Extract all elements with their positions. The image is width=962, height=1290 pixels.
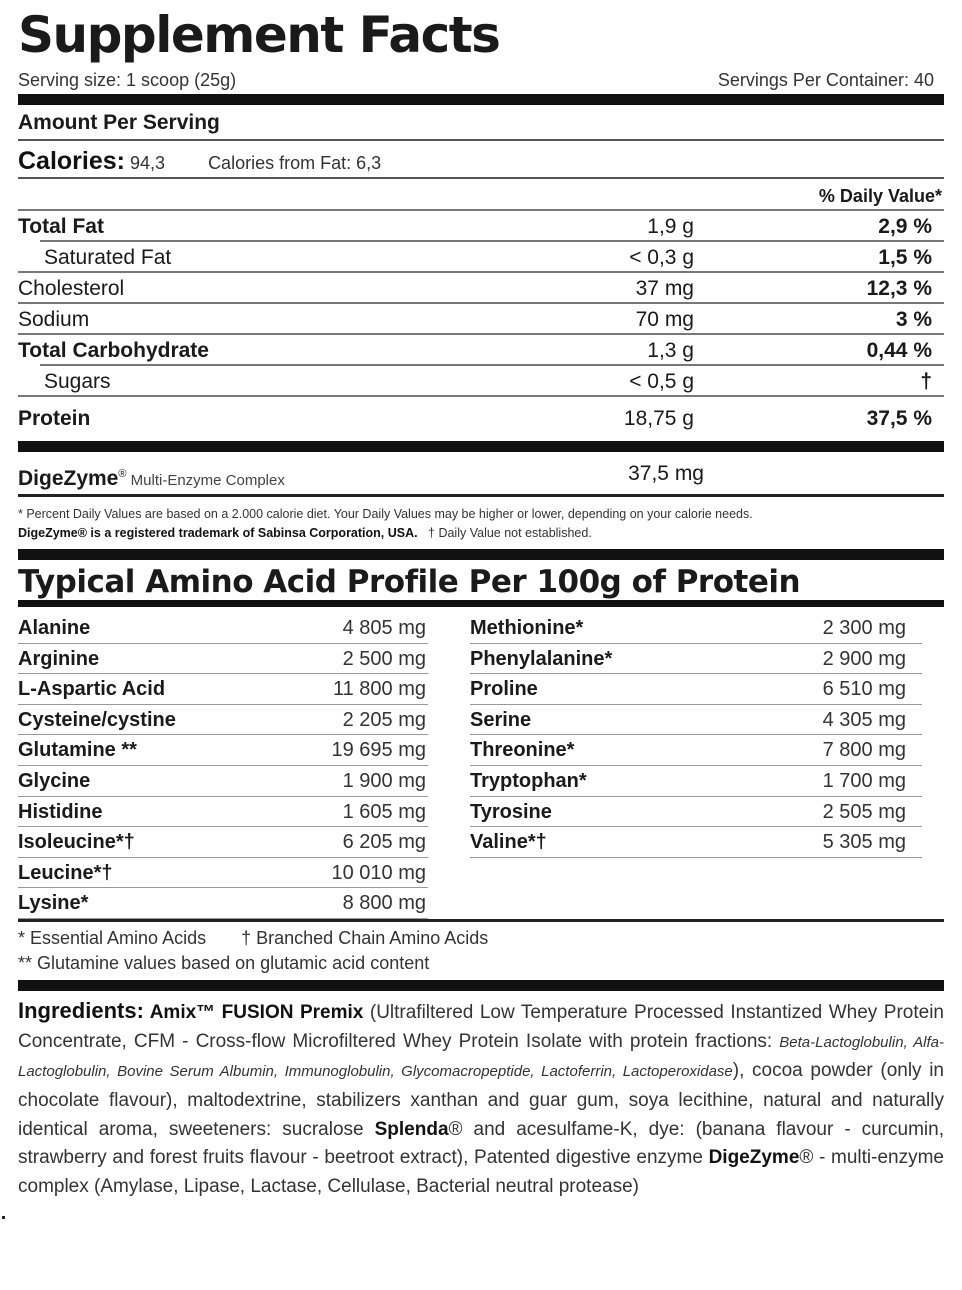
amino-row — [18, 644, 428, 675]
nutrient-dv: 1,5 % — [878, 246, 932, 269]
nutrient-dv: 37,5 % — [866, 407, 932, 430]
servings-per-container: Servings Per Container: 40 — [717, 70, 934, 90]
ingredients-text: (Ultrafiltered Low Temperature Processed Instantized Whey Protein Concentrate, CFM - Cross-flow Microfiltered Whey Protein Isolate with protein fractions: — [18, 1001, 945, 1052]
amino-row — [470, 613, 922, 644]
nutrient-row — [18, 271, 944, 302]
amino-row — [470, 827, 922, 858]
amino-row — [470, 644, 922, 675]
nutrient-dv: 12,3 % — [866, 277, 932, 300]
amino-column-right — [470, 613, 922, 919]
daily-value-header: % Daily Value* — [818, 186, 942, 206]
amino-row — [18, 735, 428, 766]
amino-title: Typical Amino Acid Profile Per 100g of Protein — [18, 564, 801, 600]
calories-from-fat: Calories from Fat: 6,3 — [208, 153, 382, 173]
nutrient-row — [18, 395, 944, 441]
calories-label: Calories: — [18, 147, 125, 175]
nutrient-amount: 70 mg — [635, 308, 694, 331]
amino-name: Glycine — [18, 769, 91, 792]
nutrient-name: Saturated Fat — [44, 246, 172, 269]
nutrient-amount: 37 mg — [635, 277, 694, 300]
amino-row — [18, 674, 428, 705]
legend-glutamine: ** Glutamine values based on glutamic acid content — [18, 952, 430, 973]
ingredients-label: Ingredients: — [18, 997, 144, 1023]
amino-row — [470, 705, 922, 736]
footnote-dagger: † Daily Value not established. — [428, 526, 592, 540]
amino-value: 6 510 mg — [822, 678, 906, 701]
amino-name: Isoleucine*† — [18, 831, 135, 854]
nutrient-dv: 0,44 % — [866, 339, 932, 362]
amino-value: 8 800 mg — [342, 892, 426, 915]
nutrient-row — [40, 364, 944, 395]
amino-name: Valine*† — [470, 831, 547, 854]
amino-value: 2 300 mg — [822, 617, 906, 639]
amino-value: 1 605 mg — [342, 800, 426, 823]
amino-row — [470, 766, 922, 797]
amino-value: 4 305 mg — [822, 708, 906, 731]
amino-row — [470, 735, 922, 766]
amino-value: 7 800 mg — [822, 739, 906, 762]
divider-thick — [18, 441, 944, 452]
amino-column-left — [18, 613, 428, 919]
amino-name: Glutamine ** — [18, 739, 137, 762]
amino-name: Arginine — [18, 647, 100, 670]
digezyme-name — [18, 452, 544, 494]
digezyme-desc: Multi-Enzyme Complex — [126, 472, 285, 489]
nutrient-dv: 3 % — [895, 308, 932, 331]
amino-row — [18, 858, 428, 889]
nutrient-amount: < 0,5 g — [629, 370, 694, 393]
supplement-facts-label — [18, 0, 944, 1202]
footnote-trademark — [18, 524, 944, 543]
nutrient-row — [18, 209, 944, 240]
ingredients — [18, 997, 944, 1202]
nutrient-name: Sugars — [44, 370, 111, 393]
footnotes — [18, 497, 944, 549]
amino-value: 19 695 mg — [331, 739, 426, 762]
amino-row — [18, 613, 428, 644]
footnote-daily-values: * Percent Daily Values are based on a 2.000 calorie diet. Your Daily Values may be higher or lower, depending on your calorie needs. — [18, 507, 753, 521]
amino-value: 1 900 mg — [342, 769, 426, 792]
amino-row — [18, 766, 428, 797]
amino-value: 4 805 mg — [342, 617, 426, 639]
amino-value: 2 205 mg — [342, 708, 426, 731]
amino-name: Histidine — [18, 800, 103, 823]
serving-size: Serving size: 1 scoop (25g) — [18, 70, 237, 90]
nutrient-name: Cholesterol — [18, 277, 125, 300]
footnote-trademark-bold: DigeZyme® is a registered trademark of Sabinsa Corporation, USA. — [18, 526, 418, 540]
amino-name: Serine — [470, 708, 532, 731]
nutrient-name: Protein — [18, 407, 91, 430]
nutrient-row — [18, 333, 944, 364]
amino-value: 10 010 mg — [331, 861, 426, 884]
amino-row — [18, 827, 428, 858]
nutrient-row — [18, 302, 944, 333]
nutrient-dv: † — [920, 370, 932, 393]
nutrient-amount: 1,3 g — [647, 339, 694, 362]
amino-row — [470, 797, 922, 828]
amino-value: 2 900 mg — [822, 647, 906, 670]
calories-value: 94,3 — [130, 153, 166, 173]
divider-thick — [18, 980, 944, 991]
amino-name: Methionine* — [470, 617, 584, 639]
amino-value: 1 700 mg — [822, 769, 906, 792]
amino-legend — [18, 922, 944, 980]
ingredients-digezyme: DigeZyme — [708, 1147, 800, 1169]
amino-value: 11 800 mg — [332, 678, 426, 701]
amino-name: Leucine*† — [18, 861, 113, 884]
nutrient-name: Total Fat — [18, 215, 104, 238]
ingredients-text: ® - multi-enzyme complex (Amylase, Lipase, Lactase, Cellulase, Bacterial neutral protease) — [18, 1147, 945, 1198]
amino-value: 2 505 mg — [822, 800, 906, 823]
amount-per-serving: Amount Per Serving — [18, 111, 220, 134]
nutrient-dv: 2,9 % — [878, 215, 932, 238]
nutrient-name: Total Carbohydrate — [18, 339, 209, 362]
nutrient-amount: < 0,3 g — [629, 246, 694, 269]
serving-info — [18, 66, 944, 94]
amino-name: Tyrosine — [470, 800, 552, 823]
amino-row — [18, 797, 428, 828]
amino-name: Lysine* — [18, 892, 89, 915]
nutrient-amount: 18,75 g — [623, 407, 694, 430]
stray-dot — [2, 1216, 5, 1219]
amino-value: 6 205 mg — [342, 831, 426, 854]
amino-name: Threonine* — [470, 739, 575, 762]
ingredients-premix: Amix™ FUSION Premix — [143, 1001, 364, 1023]
amino-name: Proline — [470, 678, 538, 701]
digezyme-row — [18, 452, 944, 494]
amino-row — [18, 888, 428, 919]
nutrient-row — [40, 240, 944, 271]
amino-table — [18, 613, 944, 919]
amino-name: Tryptophan* — [470, 769, 587, 792]
amino-name: Phenylalanine* — [470, 647, 613, 670]
amino-name: Cysteine/cystine — [18, 708, 176, 731]
amino-name: L-Aspartic Acid — [18, 678, 166, 701]
amino-row — [470, 674, 922, 705]
ingredients-text: ® and acesulfame-K, dye: (banana flavour - curcumin, strawberry and forest fruits flavour - beetroot extract), Patented digestive enzyme — [18, 1118, 945, 1169]
label-title: Supplement Facts — [18, 6, 500, 64]
nutrient-name: Sodium — [18, 308, 90, 331]
amino-value: 2 500 mg — [342, 647, 426, 670]
legend-essential: * Essential Amino Acids — [18, 927, 207, 948]
amino-name: Alanine — [18, 617, 91, 639]
divider-thick — [18, 549, 944, 560]
ingredients-splenda: Splenda — [374, 1118, 449, 1140]
ingredients-fractions: Beta-Lactoglobulin, Alfa-Lactoglobulin, Bovine Serum Albumin, Immunoglobulin, Glycomacropeptide, Lactoferrin, Lactoperoxidase — [18, 1033, 944, 1081]
amino-value: 5 305 mg — [822, 831, 906, 854]
divider-thick — [18, 94, 944, 105]
legend-row — [18, 926, 944, 951]
calories-row — [18, 141, 944, 177]
nutrient-amount: 1,9 g — [647, 215, 694, 238]
divider-thick — [18, 600, 944, 607]
amino-row — [18, 705, 428, 736]
ingredients-text: ), cocoa powder (only in chocolate flavour), maltodextrine, stabilizers xanthan and guar gum, soya lecithine, natural and naturally identical aroma, sweeteners: sucralose — [18, 1060, 944, 1140]
digezyme-brand: DigeZyme — [18, 467, 119, 490]
legend-bcaa: † Branched Chain Amino Acids — [241, 927, 489, 948]
registered-mark: ® — [118, 468, 127, 480]
digezyme-amount: 37,5 mg — [628, 462, 704, 485]
